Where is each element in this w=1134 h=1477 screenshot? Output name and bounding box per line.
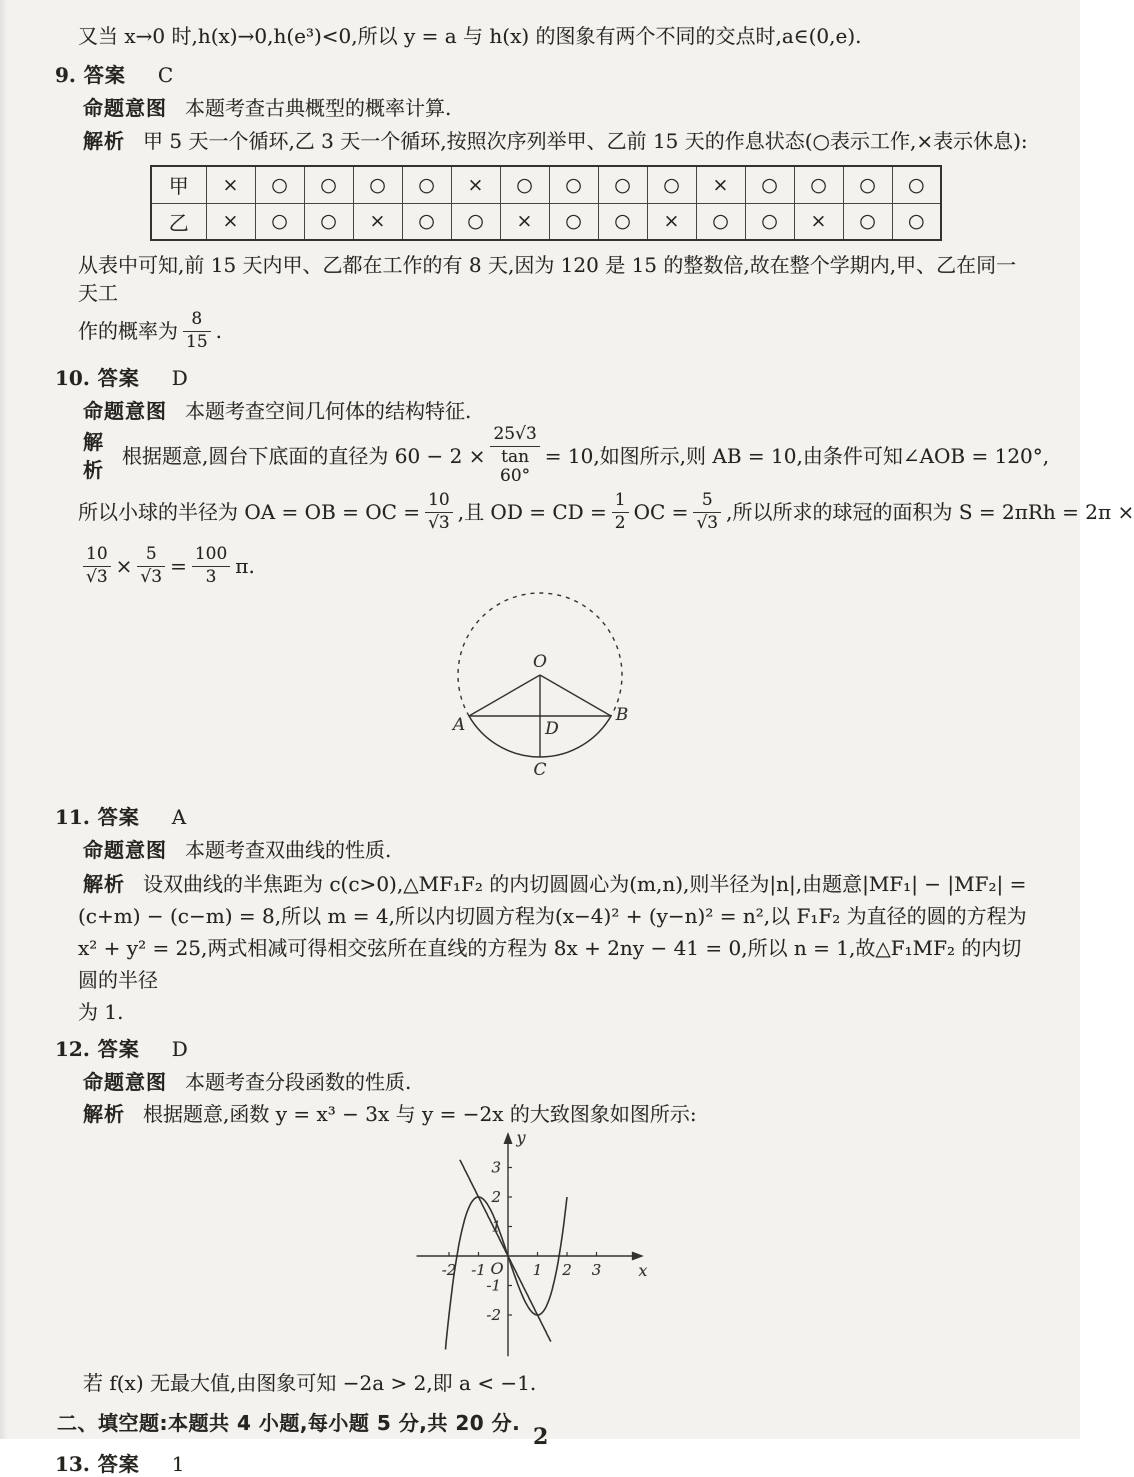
- x-tick-label: 1: [532, 1261, 543, 1279]
- fraction: [693, 491, 721, 533]
- segment-OA: [469, 675, 540, 716]
- intent-text: 本题考查空间几何体的结构特征.: [185, 399, 472, 423]
- work-mark-cell: ○: [745, 166, 794, 203]
- q10-analysis-line1: [0, 424, 1080, 487]
- q9-conclusion-line: 从表中可知,前 15 天内甲、乙都在工作的有 8 天,因为 120 是 15 的整数倍,故在整个学期内,甲、乙在同一天工: [78, 253, 1017, 305]
- q9-analysis-line: [0, 127, 1080, 155]
- work-mark-cell: ○: [696, 203, 745, 240]
- analysis-text: 设双曲线的半焦距为 c(c>0),△MF₁F₂ 的内切圆圆心为(m,n),则半径为|n|,由题意|MF₁| − |MF₂| =: [143, 872, 1027, 896]
- rest-mark-cell: ×: [696, 166, 745, 203]
- work-mark-cell: ○: [304, 166, 353, 203]
- q11-analysis-line4: 为 1.: [78, 1000, 124, 1024]
- fraction: [83, 545, 111, 587]
- work-mark-cell: ○: [892, 166, 941, 203]
- answer-value: D: [171, 366, 188, 390]
- fraction: [425, 491, 453, 533]
- work-mark-cell: ○: [598, 203, 647, 240]
- fraction-denominator: 2: [612, 512, 629, 534]
- sphere-cap-figure-wrap: [0, 595, 1080, 800]
- rest-mark-cell: ×: [206, 166, 255, 203]
- analysis-label: 解析: [83, 872, 125, 896]
- y-tick-label: -2: [486, 1306, 501, 1324]
- q11-analysis-line2: (c+m) − (c−m) = 8,所以 m = 4,所以内切圆方程为(x−4)² + (y−n)² = n²,以 F₁F₂ 为直径的圆的方程为: [78, 904, 1027, 928]
- work-mark-cell: ○: [843, 166, 892, 203]
- q11-analysis-line1: [0, 868, 1080, 900]
- fraction-numerator: 100: [194, 543, 228, 564]
- text-segment: 根据题意,圆台下底面的直径为 60 − 2 ×: [122, 444, 486, 468]
- label-B: B: [615, 705, 629, 725]
- q9-intent-line: [0, 94, 1080, 122]
- y-axis-label: y: [516, 1127, 526, 1147]
- fraction: [612, 491, 629, 533]
- carryover-solution-line: 又当 x→0 时,h(x)→0,h(e³)<0,所以 y = a 与 h(x) 的图象有两个不同的交点时,a∈(0,e).: [78, 24, 862, 48]
- text-segment: ,且 OD = CD =: [457, 500, 607, 524]
- rest-mark-cell: ×: [647, 203, 696, 240]
- rest-mark-cell: ×: [500, 203, 549, 240]
- q11-answer-line: [0, 804, 1080, 830]
- table-row: [151, 203, 941, 240]
- text-segment: ×: [115, 554, 133, 578]
- fraction: [490, 425, 539, 487]
- math-line: [122, 425, 1049, 487]
- answer-value: A: [171, 805, 187, 829]
- q13-answer-line: [0, 1451, 1080, 1477]
- question-number: 9.: [55, 63, 76, 87]
- intent-label: 命题意图: [83, 838, 167, 862]
- work-mark-cell: ○: [745, 203, 794, 240]
- q12-intent-line: [0, 1068, 1080, 1096]
- intent-label: 命题意图: [83, 399, 167, 423]
- origin-label: O: [490, 1259, 504, 1278]
- text-segment: π.: [235, 554, 255, 578]
- fraction: [137, 545, 165, 587]
- fraction-denominator: tan 60°: [490, 446, 539, 487]
- work-mark-cell: ○: [794, 166, 843, 203]
- section-heading: 二、填空题:本题共 4 小题,每小题 5 分,共 20 分.: [57, 1411, 521, 1435]
- work-mark-cell: ○: [402, 166, 451, 203]
- text-segment: = 10,如图所示,则 AB = 10,由条件可知∠AOB = 120°,: [544, 444, 1050, 468]
- q12-conclusion-line: 若 f(x) 无最大值,由图象可知 −2a > 2,即 a < −1.: [83, 1371, 537, 1395]
- fraction-denominator: √3: [693, 512, 721, 534]
- question-number: 11.: [55, 805, 90, 829]
- y-tick-label: 1: [491, 1217, 501, 1236]
- fraction-numerator: 1: [614, 489, 626, 510]
- answer-label: 答案: [83, 63, 126, 87]
- intent-label: 命题意图: [83, 1070, 167, 1094]
- rest-mark-cell: ×: [353, 203, 402, 240]
- work-mark-cell: ○: [304, 203, 353, 240]
- rest-mark-cell: ×: [794, 203, 843, 240]
- fraction-denominator: 3: [192, 566, 230, 588]
- analysis-label: 解析: [83, 1102, 125, 1126]
- table-row: [151, 166, 941, 203]
- fraction-numerator: 8: [191, 308, 203, 329]
- y-tick-label: 3: [491, 1158, 501, 1177]
- x-tick-label: 2: [562, 1261, 572, 1279]
- q10-analysis-line2: [0, 485, 1134, 539]
- question-number: 10.: [55, 366, 90, 390]
- work-mark-cell: ○: [647, 166, 696, 203]
- q10-analysis-line3: [0, 541, 1080, 591]
- answer-label: 答案: [97, 805, 140, 829]
- work-mark-cell: ○: [892, 203, 941, 240]
- text-segment: 作的概率为: [78, 319, 178, 343]
- work-mark-cell: ○: [549, 203, 598, 240]
- analysis-label: 解析: [83, 430, 104, 482]
- intent-label: 命题意图: [83, 96, 167, 120]
- text-segment: OC =: [633, 500, 689, 524]
- answer-value: D: [171, 1037, 188, 1061]
- text-segment: =: [170, 554, 187, 578]
- x-axis-arrow: [632, 1252, 644, 1261]
- function-graph: [370, 1127, 710, 1358]
- rest-mark-cell: ×: [206, 203, 255, 240]
- text-segment: .: [215, 319, 222, 343]
- work-mark-cell: ○: [843, 203, 892, 240]
- text-segment: 所以小球的半径为 OA = OB = OC =: [78, 500, 421, 524]
- curve-linear: [460, 1160, 551, 1342]
- work-mark-cell: ○: [255, 166, 304, 203]
- work-mark-cell: ○: [402, 203, 451, 240]
- q12-answer-line: [0, 1036, 1080, 1062]
- fraction-numerator: 10: [428, 489, 450, 510]
- schedule-table: [150, 165, 942, 241]
- intent-text: 本题考查分段函数的性质.: [185, 1070, 412, 1094]
- q9-probability-line: [0, 309, 1080, 353]
- analysis-label: 解析: [83, 129, 125, 153]
- analysis-text: 根据题意,函数 y = x³ − 3x 与 y = −2x 的大致图象如图所示:: [143, 1102, 697, 1126]
- y-tick-label: 2: [491, 1188, 501, 1206]
- work-mark-cell: ○: [451, 203, 500, 240]
- fraction: [192, 545, 230, 587]
- intent-text: 本题考查古典概型的概率计算.: [185, 96, 452, 120]
- fraction-numerator: 25√3: [493, 424, 537, 445]
- work-mark-cell: ○: [598, 166, 647, 203]
- label-O: O: [533, 652, 547, 672]
- fraction-numerator: 10: [86, 543, 108, 564]
- q12-analysis-line: [0, 1100, 1080, 1128]
- work-mark-cell: ○: [549, 166, 598, 203]
- function-graph-wrap: [0, 1127, 1080, 1363]
- answer-value: C: [157, 63, 174, 87]
- label-D: D: [545, 719, 559, 739]
- fraction-denominator: √3: [425, 512, 453, 534]
- answer-label: 答案: [97, 1452, 140, 1476]
- curve-cubic: [446, 1197, 568, 1350]
- text-segment: ,所以所求的球冠的面积为 S = 2πRh = 2π ×: [726, 500, 1134, 524]
- question-number: 13.: [55, 1452, 90, 1476]
- q11-analysis-line3: x² + y² = 25,两式相减可得相交弦所在直线的方程为 8x + 2ny − 41 = 0,所以 n = 1,故△F₁MF₂ 的内切圆的半径: [78, 936, 1022, 992]
- question-number: 12.: [55, 1037, 90, 1061]
- answer-label: 答案: [97, 366, 140, 390]
- x-axis-label: x: [638, 1261, 648, 1280]
- x-tick-label: 3: [591, 1261, 602, 1279]
- rest-mark-cell: ×: [451, 166, 500, 203]
- answer-label: 答案: [97, 1037, 140, 1061]
- answer-value: 1: [171, 1452, 185, 1476]
- x-tick-label: -2: [441, 1261, 457, 1279]
- fraction-denominator: √3: [137, 566, 165, 588]
- q10-intent-line: [0, 397, 1080, 425]
- q10-answer-line: [0, 365, 1080, 391]
- row-label: 甲: [151, 166, 206, 203]
- x-tick-label: -1: [471, 1261, 486, 1279]
- fraction: [183, 310, 211, 352]
- fraction-denominator: 15: [183, 331, 211, 353]
- label-A: A: [452, 715, 466, 735]
- page-number: 2: [533, 1424, 549, 1450]
- analysis-text: 甲 5 天一个循环,乙 3 天一个循环,按照次序列举甲、乙前 15 天的作息状态(○表示工作,×表示休息):: [143, 129, 1028, 153]
- work-mark-cell: ○: [500, 166, 549, 203]
- q9-answer-line: [0, 62, 1080, 88]
- segment-OB: [540, 675, 611, 716]
- work-mark-cell: ○: [255, 203, 304, 240]
- fraction-numerator: 5: [701, 489, 713, 510]
- q11-intent-line: [0, 836, 1080, 864]
- label-C: C: [533, 760, 547, 780]
- work-mark-cell: ○: [353, 166, 402, 203]
- fraction-numerator: 5: [145, 543, 157, 564]
- intent-text: 本题考查双曲线的性质.: [185, 838, 392, 862]
- y-axis-arrow: [504, 1132, 513, 1144]
- circle-figure: [410, 595, 670, 795]
- y-tick-label: -1: [486, 1276, 501, 1295]
- fraction-denominator: √3: [83, 566, 111, 588]
- row-label: 乙: [151, 203, 206, 240]
